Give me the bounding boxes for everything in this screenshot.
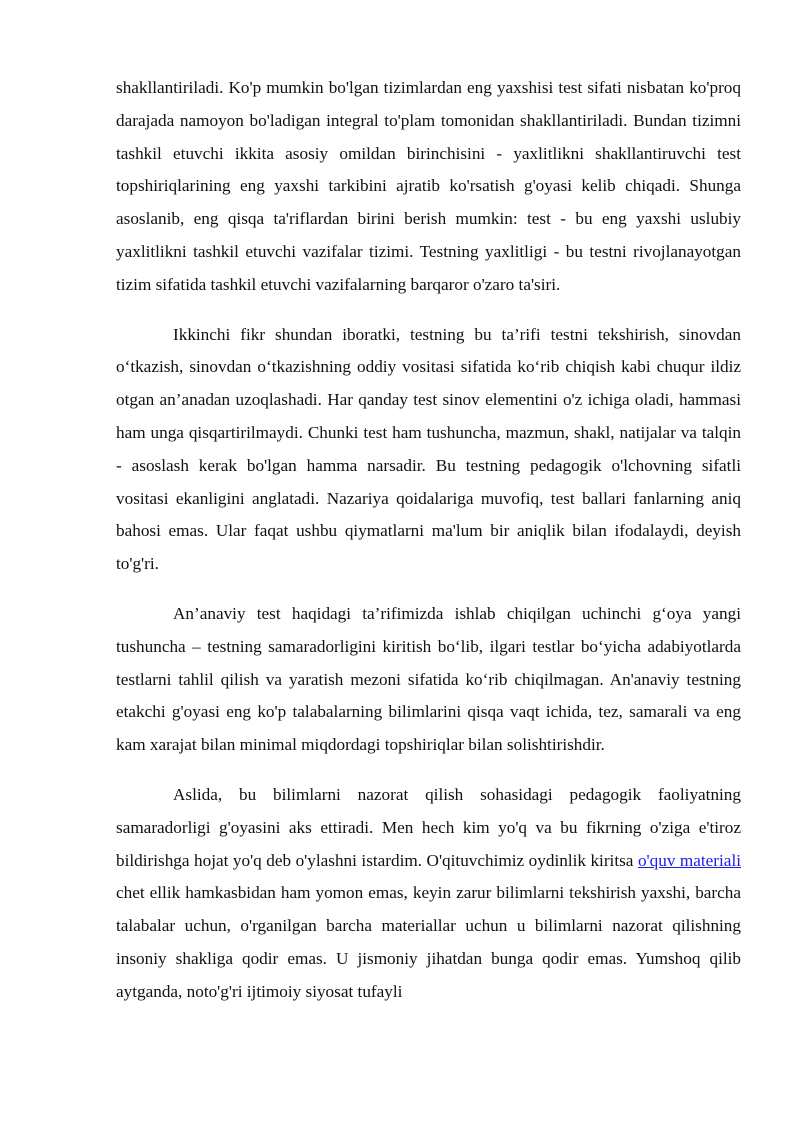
paragraph-4-text-before-link: Aslida, bu bilimlarni nazorat qilish sohasidagi pedagogik faoliyatning samaradorligi g'oyasini aks ettiradi. Men hech kim yo'q va bu fikrning o'ziga e'tiroz bildirishga hojat yo'q deb o'ylashni istardim. O'qituvchimiz oydinlik kiritsa: [116, 784, 741, 870]
paragraph-1: shakllantiriladi. Ko'p mumkin bo'lgan tizimlardan eng yaxshisi test sifati nisbatan ko'proq darajada namoyon bo'ladigan integral to'plam tomonidan shakllantiriladi. Bundan tizimni tashkil etuvchi ikkita asosiy omildan birinchisini - yaxlitlikni shakllantiruvchi test topshiriqlarining eng yaxshi tarkibini ajratib ko'rsatish g'oyasi kelib chiqadi. Shunga asoslanib, eng qisqa ta'riflardan birini berish mumkin: test - bu eng yaxshi uslubiy yaxlitlikni tashkil etuvchi vazifalar tizimi. Testning yaxlitligi - bu testni rivojlanayotgan tizim sifatida tashkil etuvchi vazifalarning barqaror o'zaro ta'siri.: [116, 78, 741, 294]
study-material-link[interactable]: o'quv materiali: [637, 850, 741, 870]
paragraph-3: An’anaviy test haqidagi ta’rifimizda ishlab chiqilgan uchinchi g‘oya yangi tushuncha – testning samaradorligini kiritish bo‘lib, ilgari testlar bo‘yicha adabiyotlarda testlarni tahlil qilish va yaratish mezoni sifatida ko‘rib chiqilmagan. An'anaviy testning etakchi g'oyasi eng ko'p talabalarning bilimlarini qisqa vaqt ichida, tez, samarali va eng kam xarajat bilan minimal miqdordagi topshiriqlar bilan solishtirishdir.: [116, 603, 741, 755]
document-body: [116, 72, 741, 1026]
paragraph-2: Ikkinchi fikr shundan iboratki, testning bu ta’rifi testni tekshirish, sinovdan o‘tkazish, sinovdan o‘tkazishning oddiy vositasi sifatida ko‘rib chiqish kabi chuqur ildiz otgan an’anadan uzoqlashadi. Har qanday test sinov elementini o'z ichiga oladi, hammasi ham unga qisqartirilmaydi. Chunki test ham tushuncha, mazmun, shakl, natijalar va talqin - asoslash kerak bo'lgan hamma narsadir. Bu testning pedagogik o'lchovning sifatli vositasi ekanligini anglatadi. Nazariya qoidalariga muvofiq, test ballari fanlarning aniq bahosi emas. Ular faqat ushbu qiymatlarni ma'lum bir aniqlik bilan ifodalaydi, deyish to'g'ri.: [116, 324, 741, 574]
paragraph-4: [116, 779, 741, 1009]
paragraph-4-text-after-link: chet ellik hamkasbidan ham yomon emas, keyin zarur bilimlarni tekshirish yaxshi, barcha talabalar uchun, o'rganilgan barcha materiallar uchun u bilimlarni nazorat qilishning insoniy shakliga qodir emas. U jismoniy jihatdan bunga qodir emas. Yumshoq qilib aytganda, noto'g'ri ijtimoiy siyosat tufayli: [116, 883, 741, 1001]
